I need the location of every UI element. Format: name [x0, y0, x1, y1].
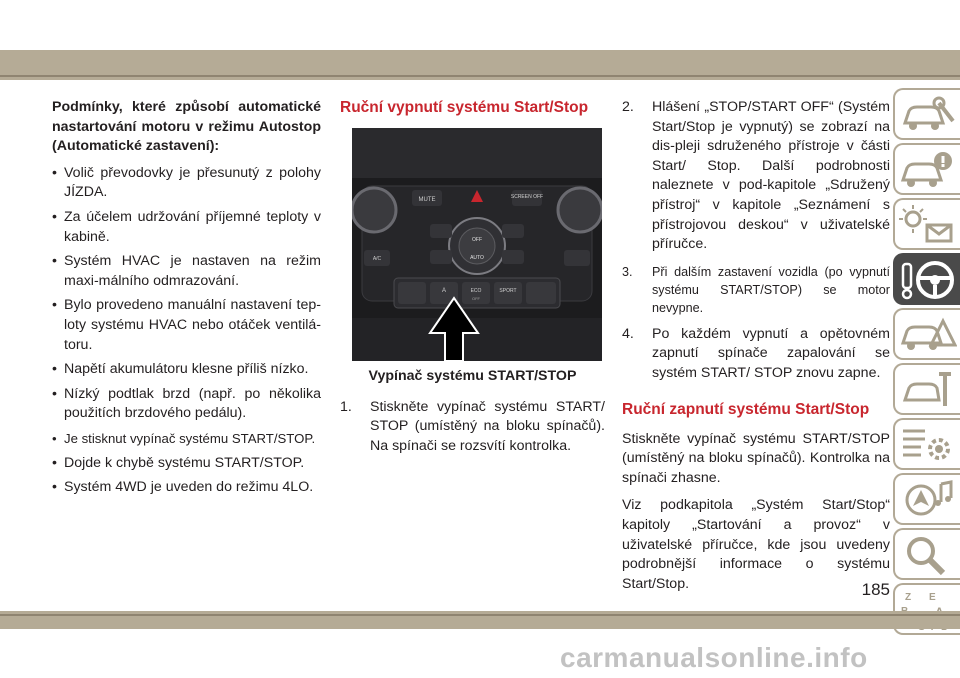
step-text: Stiskněte vypínač systému START/ STOP (umístěný na bloku spínačů). Na spínači se rozsvítí kontrolka.: [370, 398, 605, 454]
svg-text:Z: Z: [905, 592, 912, 603]
tab-music-nav[interactable]: [893, 473, 960, 525]
autostart-conditions-list: [52, 164, 321, 498]
manual-on-heading: Ruční zapnutí systému Start/Stop: [622, 400, 870, 418]
photo-label: MUTE: [418, 197, 436, 203]
list-item: • Bylo provedeno manuální nastavení tep-loty systému HVAC nebo otáček ventilá-toru.: [52, 296, 321, 355]
list-item: [622, 263, 890, 317]
photo-label: OFF: [472, 237, 482, 243]
step-text: Při dalším zastavení vozidla (po vypnutí systému START/STOP) se motor nevypne.: [652, 264, 890, 315]
climate-panel-illustration: [352, 128, 602, 361]
list-item: • Napětí akumulátoru klesne příliš nízko.: [52, 360, 321, 380]
manual-on-paragraph: Stiskněte vypínač systému START/STOP (umístěný na bloku spínačů). Kontrolka na spínači zhasne.: [622, 430, 890, 486]
watermark: carmanualsonline.info: [560, 642, 868, 673]
list-item: [622, 325, 890, 384]
list-item: • Za účelem udržování příjemné teploty v kabině.: [52, 208, 321, 247]
page-number: 185: [861, 580, 890, 599]
list-item: [340, 398, 605, 457]
off-steps-continued: [622, 98, 890, 384]
step-text: Hlášení „STOP/START OFF“ (Systém Start/Stop je vypnutý) se zobrazí na dis-pleji sdruženého přístroje v části Start/ Stop. Další podrobnosti naleznete v pod-kapitole „Sdružený přístroj“ v kapitole „Seznámení s přístrojovou deskou“ v uživatelské příručce.: [652, 99, 890, 253]
tab-wrench-car[interactable]: [893, 363, 960, 415]
car-crash-warning-icon: [899, 313, 957, 357]
lights-warning-icon: [899, 203, 957, 247]
step-number: 4.: [622, 325, 634, 342]
left-column: [52, 98, 321, 503]
list-item: • Dojde k chybě systému START/STOP.: [52, 454, 321, 474]
manual-off-heading: Ruční vypnutí systému Start/Stop: [340, 99, 589, 116]
step-number: 2.: [622, 99, 634, 115]
reference-paragraph: Viz podkapitola „Systém Start/Stop“ kapitoly „Startování a provoz“ v uživatelské příručce, kde jsou uvedeny podrobnější informace o systému Start/Stop.: [622, 497, 890, 592]
top-decor-band: [0, 50, 960, 80]
list-item: • Volič převodovky je přesunutý z polohy JÍZDA.: [52, 164, 321, 203]
tab-car-info[interactable]: [893, 143, 960, 195]
tab-search[interactable]: [893, 528, 960, 580]
photo-caption: Vypínač systému START/STOP: [368, 368, 577, 384]
chapter-tabs: [893, 88, 960, 638]
right-column: [622, 98, 890, 602]
tab-starting-operating[interactable]: [893, 253, 960, 305]
car-tools-icon: [899, 93, 957, 137]
photo-label: A/C: [372, 256, 382, 262]
wrench-car-icon: [899, 368, 957, 412]
start-stop-switch-photo: [352, 128, 602, 361]
magnifier-icon: [899, 533, 957, 577]
autostart-conditions-heading: Podmínky, které způsobí automatické nastartování motoru v režimu Autostop (Automatické zastavení):: [52, 99, 321, 155]
photo-label: SCREEN OFF: [510, 194, 544, 200]
step-number: 1.: [340, 398, 352, 415]
photo-label: OFF: [472, 296, 480, 301]
tab-list-gear[interactable]: [893, 418, 960, 470]
step-text: Po každém vypnutí a opětovném zapnutí spínače zapalování se systém START/ STOP znovu zapne.: [652, 325, 890, 381]
middle-column: [340, 98, 605, 464]
car-info-icon: [899, 148, 957, 192]
photo-label: ECO: [470, 288, 482, 294]
svg-text:A: A: [441, 288, 447, 294]
list-item: • Je stisknut vypínač systému START/STOP.: [52, 429, 321, 449]
list-item: [622, 98, 890, 255]
photo-label: AUTO: [470, 255, 484, 261]
music-nav-icon: [899, 478, 957, 522]
tab-car-crash-warning[interactable]: [893, 308, 960, 360]
list-gear-icon: [899, 423, 957, 467]
list-item: • Nízký podtlak brzd (např. po několika použitích brzdového pedálu).: [52, 385, 321, 424]
steering-wheel-icon: [899, 258, 957, 302]
list-item: • Systém HVAC je nastaven na režim maxi-málního odmrazování.: [52, 252, 321, 291]
tab-car-tools[interactable]: [893, 88, 960, 140]
step-number: 3.: [622, 264, 633, 279]
tab-lights-warning[interactable]: [893, 198, 960, 250]
svg-text:E: E: [929, 592, 936, 603]
photo-label: SPORT: [499, 288, 517, 294]
list-item: • Systém 4WD je uveden do režimu 4LO.: [52, 478, 321, 498]
bottom-decor-band: [0, 611, 960, 629]
off-steps-list: [340, 398, 605, 457]
